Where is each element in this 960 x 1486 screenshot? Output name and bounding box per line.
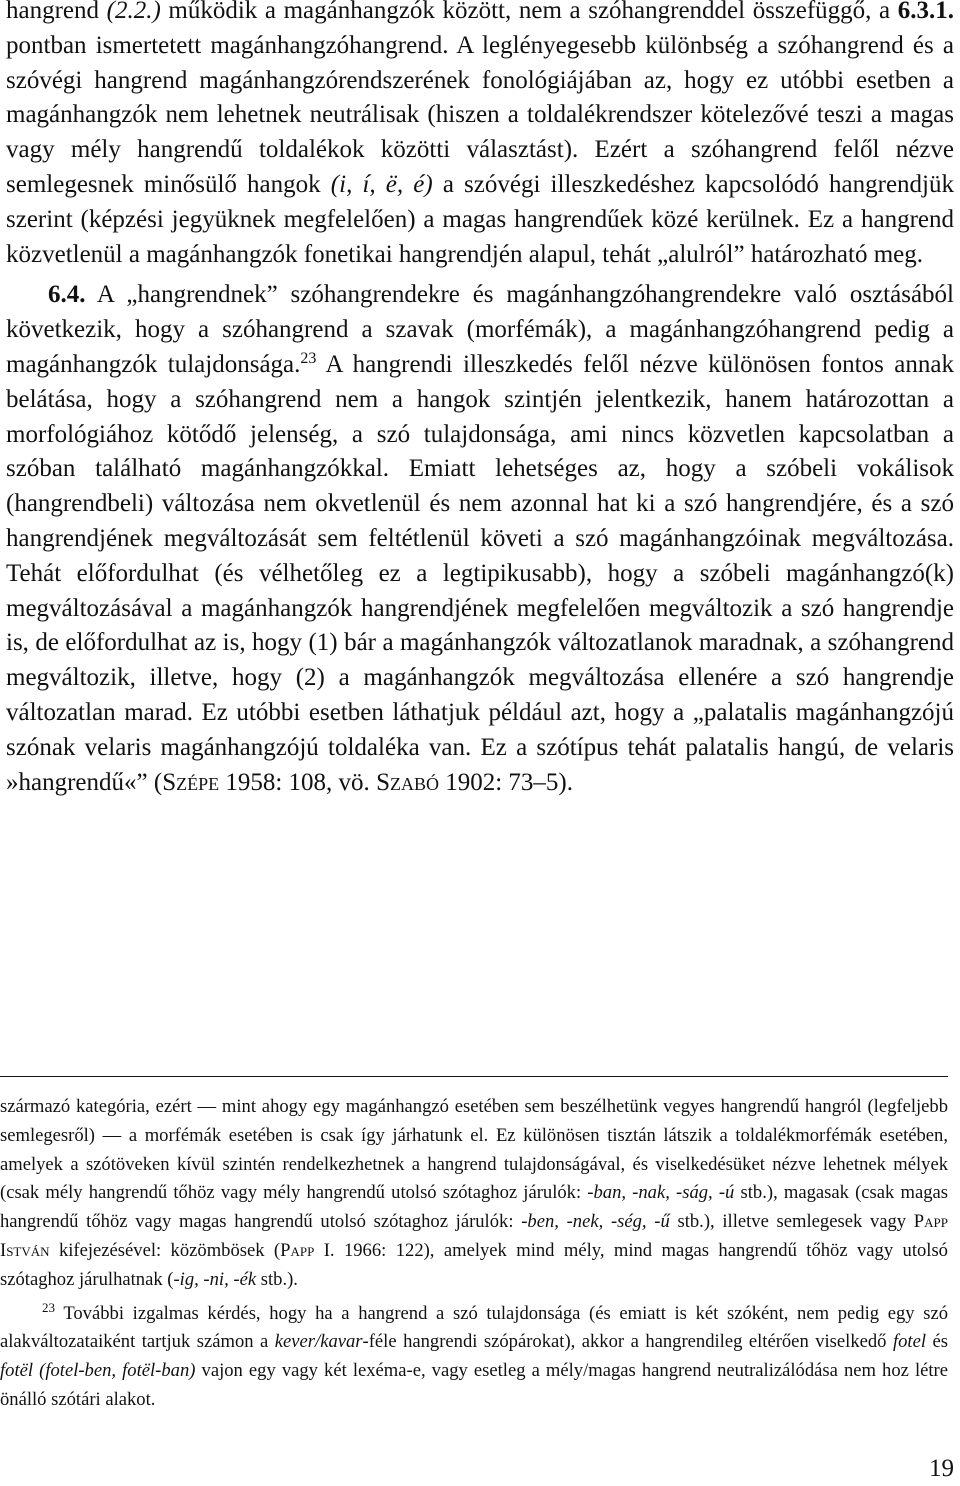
text-run: hangrend	[6, 0, 107, 24]
section-reference: 6.3.1.	[897, 0, 954, 24]
text-run: 1902: 73–5).	[438, 768, 573, 796]
author-initial: P	[913, 1211, 925, 1233]
text-run: További izgalmas kérdés, hogy ha a hangrend a szó tulajdonsága (és emiatt is két szóként, nem pedig egy szó alakváltozataiként tartjuk számon a	[0, 1302, 948, 1353]
main-text	[6, 0, 954, 800]
example-suffixes: -ben, -nek, -ség, -ű	[521, 1211, 670, 1233]
text-run: pontban ismertetett magánhangzóhangrend. A leglényegesebb különbség a szóhangrend és a szóvégi hangrend magánhangzórendszerének fonológiájában az, hogy ez utóbbi esetben a magánhangzók nem lehetnek neutrálisak (hiszen a toldalékrendszer kötelezővé teszi a magas vagy mély hangrendű toldalékok közötti választást). Ezért a szóhangrend felől nézve semlegesnek minősülő hangok	[6, 31, 954, 198]
footnote-text	[0, 1093, 948, 1415]
text-run: vajon egy vagy két lexéma-e, vagy esetleg a mély/magas hangrend neutralizálódása nem hoz létre önálló szótári alakot.	[0, 1360, 949, 1410]
paragraph-continuation	[6, 0, 954, 272]
text-run: stb.).	[256, 1268, 298, 1290]
text-run: származó kategória, ezért — mint ahogy egy magánhangzó esetében sem beszélhetünk vegyes hangrendű hangról (legfeljebb semlegesről) — a morfémák esetében is csak így járhatunk el. Ez különösen tisztán látszik a toldalékmorfémák esetében, amelyek a szótöveken kívül szintén rendelkezhetnek a hangrend tulajdonságával, és viselkedésüket nézve lehetnek mélyek (csak mély hangrendű tőhöz vagy mély hangrendű utolsó szótaghoz járulók:	[0, 1096, 948, 1204]
text-run: A hangrendi illeszkedés felől nézve különösen fontos annak belátása, hogy a szóhangrend nem a hangok szintjén jelentkezik, hanem határozottan a morfológiához kötődő jelenség, a szó tulajdonsága, ami nincs közvetlen kapcsolatban a szóban található magánhangzókkal. Emiatt lehetséges az, hogy a szóbeli vokálisok (hangrendbeli) változása nem okvetlenül és nem azonnal hat ki a szó hangrendjére, és a szó hangrendjének megváltozását sem feltétlenül követi a szó magánhangzóinak megváltozása. Tehát előfordulhat (és vélhetőleg ez a legtipikusabb), hogy a szóbeli magánhangzó(k) megváltozásával a magánhangzók hangrendjének megfelelően megváltozik a szó hangrendje is, de előfordulhat az is, hogy (1) bár a magánhangzók változatlanok maradnak, a szóhangrend megváltozik, illetve, hogy (2) a magánhangzók megváltozása ellenére a szó hangrendje változatlan marad. Ez utóbbi esetben láthatjuk például azt, hogy a „palatalis magánhangzójú szónak velaris magánhangzójú toldaléka van. Ez a szótípus tehát palatalis hangú, de velaris »hangrendű«” (	[6, 350, 954, 796]
text-run: a szóvégi illeszkedéshez kapcsolódó hangrendjük szerint (képzési jegyüknek megfelelően) a magas hangrendűek közé kerülnek. Ez a hangrend közvetlenül a magánhangzók fonetikai hangrendjén alapul, tehát „alulról” határozható meg.	[6, 170, 955, 268]
text-run: kifejezésével: közömbösek (	[49, 1239, 281, 1261]
author-initial: P	[280, 1239, 291, 1261]
author-name: app	[290, 1239, 315, 1261]
text-run: I. 1966: 122), amelyek mind mély, mind magas hangrendű tőhöz vagy utolsó szótaghoz járulhatnak (	[0, 1239, 948, 1290]
text-run: stb.), illetve semlegesek vagy	[669, 1211, 914, 1233]
text-run: és	[926, 1331, 949, 1353]
footnote-continued	[0, 1093, 948, 1295]
citation-author: zabó	[389, 768, 439, 796]
citation-author-initial: S	[376, 768, 390, 796]
page-number: 19	[929, 1455, 954, 1482]
section-number: 6.4.	[48, 281, 86, 309]
citation-author-initial: S	[162, 768, 177, 796]
author-name: app	[924, 1211, 948, 1233]
text-run: -féle hangrendi szópárokat), akkor a hangrendileg eltérően viselkedő	[362, 1331, 893, 1353]
text-run: 1958: 108, vö.	[219, 768, 377, 796]
text-run: A „hangrendnek” szóhangrendekre és magánhangzóhangrendekre való osztásából következik, hogy a szóhangrend a szavak (morfémák), a magánhangzóhangrend pedig a magánhangzók tulajdonsága.	[6, 281, 954, 378]
example-suffixes: -ban, -nak, -ság, -ú	[587, 1182, 735, 1204]
footnote-separator	[0, 1076, 948, 1077]
example-word: fotel	[892, 1331, 927, 1353]
footnotes	[0, 1076, 948, 1415]
example-word-pair: kever/kavar	[274, 1331, 363, 1353]
example-suffixes: -ig, -ni, -ék	[173, 1268, 257, 1290]
section-reference: (2.2.)	[106, 0, 161, 24]
author-initial: I	[0, 1239, 7, 1261]
author-name: stván	[6, 1239, 50, 1261]
footnote-number: 23	[42, 1299, 55, 1315]
text-run: működik a magánhangzók között, nem a szóhangrenddel összefüggő, a	[160, 0, 898, 24]
footnote-23	[0, 1300, 948, 1415]
example-word-forms: fotël (fotel-ben, fotël-ban)	[0, 1360, 196, 1382]
text-run: stb.), magasak (csak magas hangrendű tőhöz vagy magas hangrendű utolsó szótaghoz járulók:	[0, 1182, 948, 1233]
footnote-reference[interactable]: 23	[300, 349, 317, 367]
vowel-list: (i, í, ë, é)	[330, 170, 433, 198]
paragraph-6-4	[6, 278, 954, 800]
citation-author: zépe	[176, 768, 220, 796]
